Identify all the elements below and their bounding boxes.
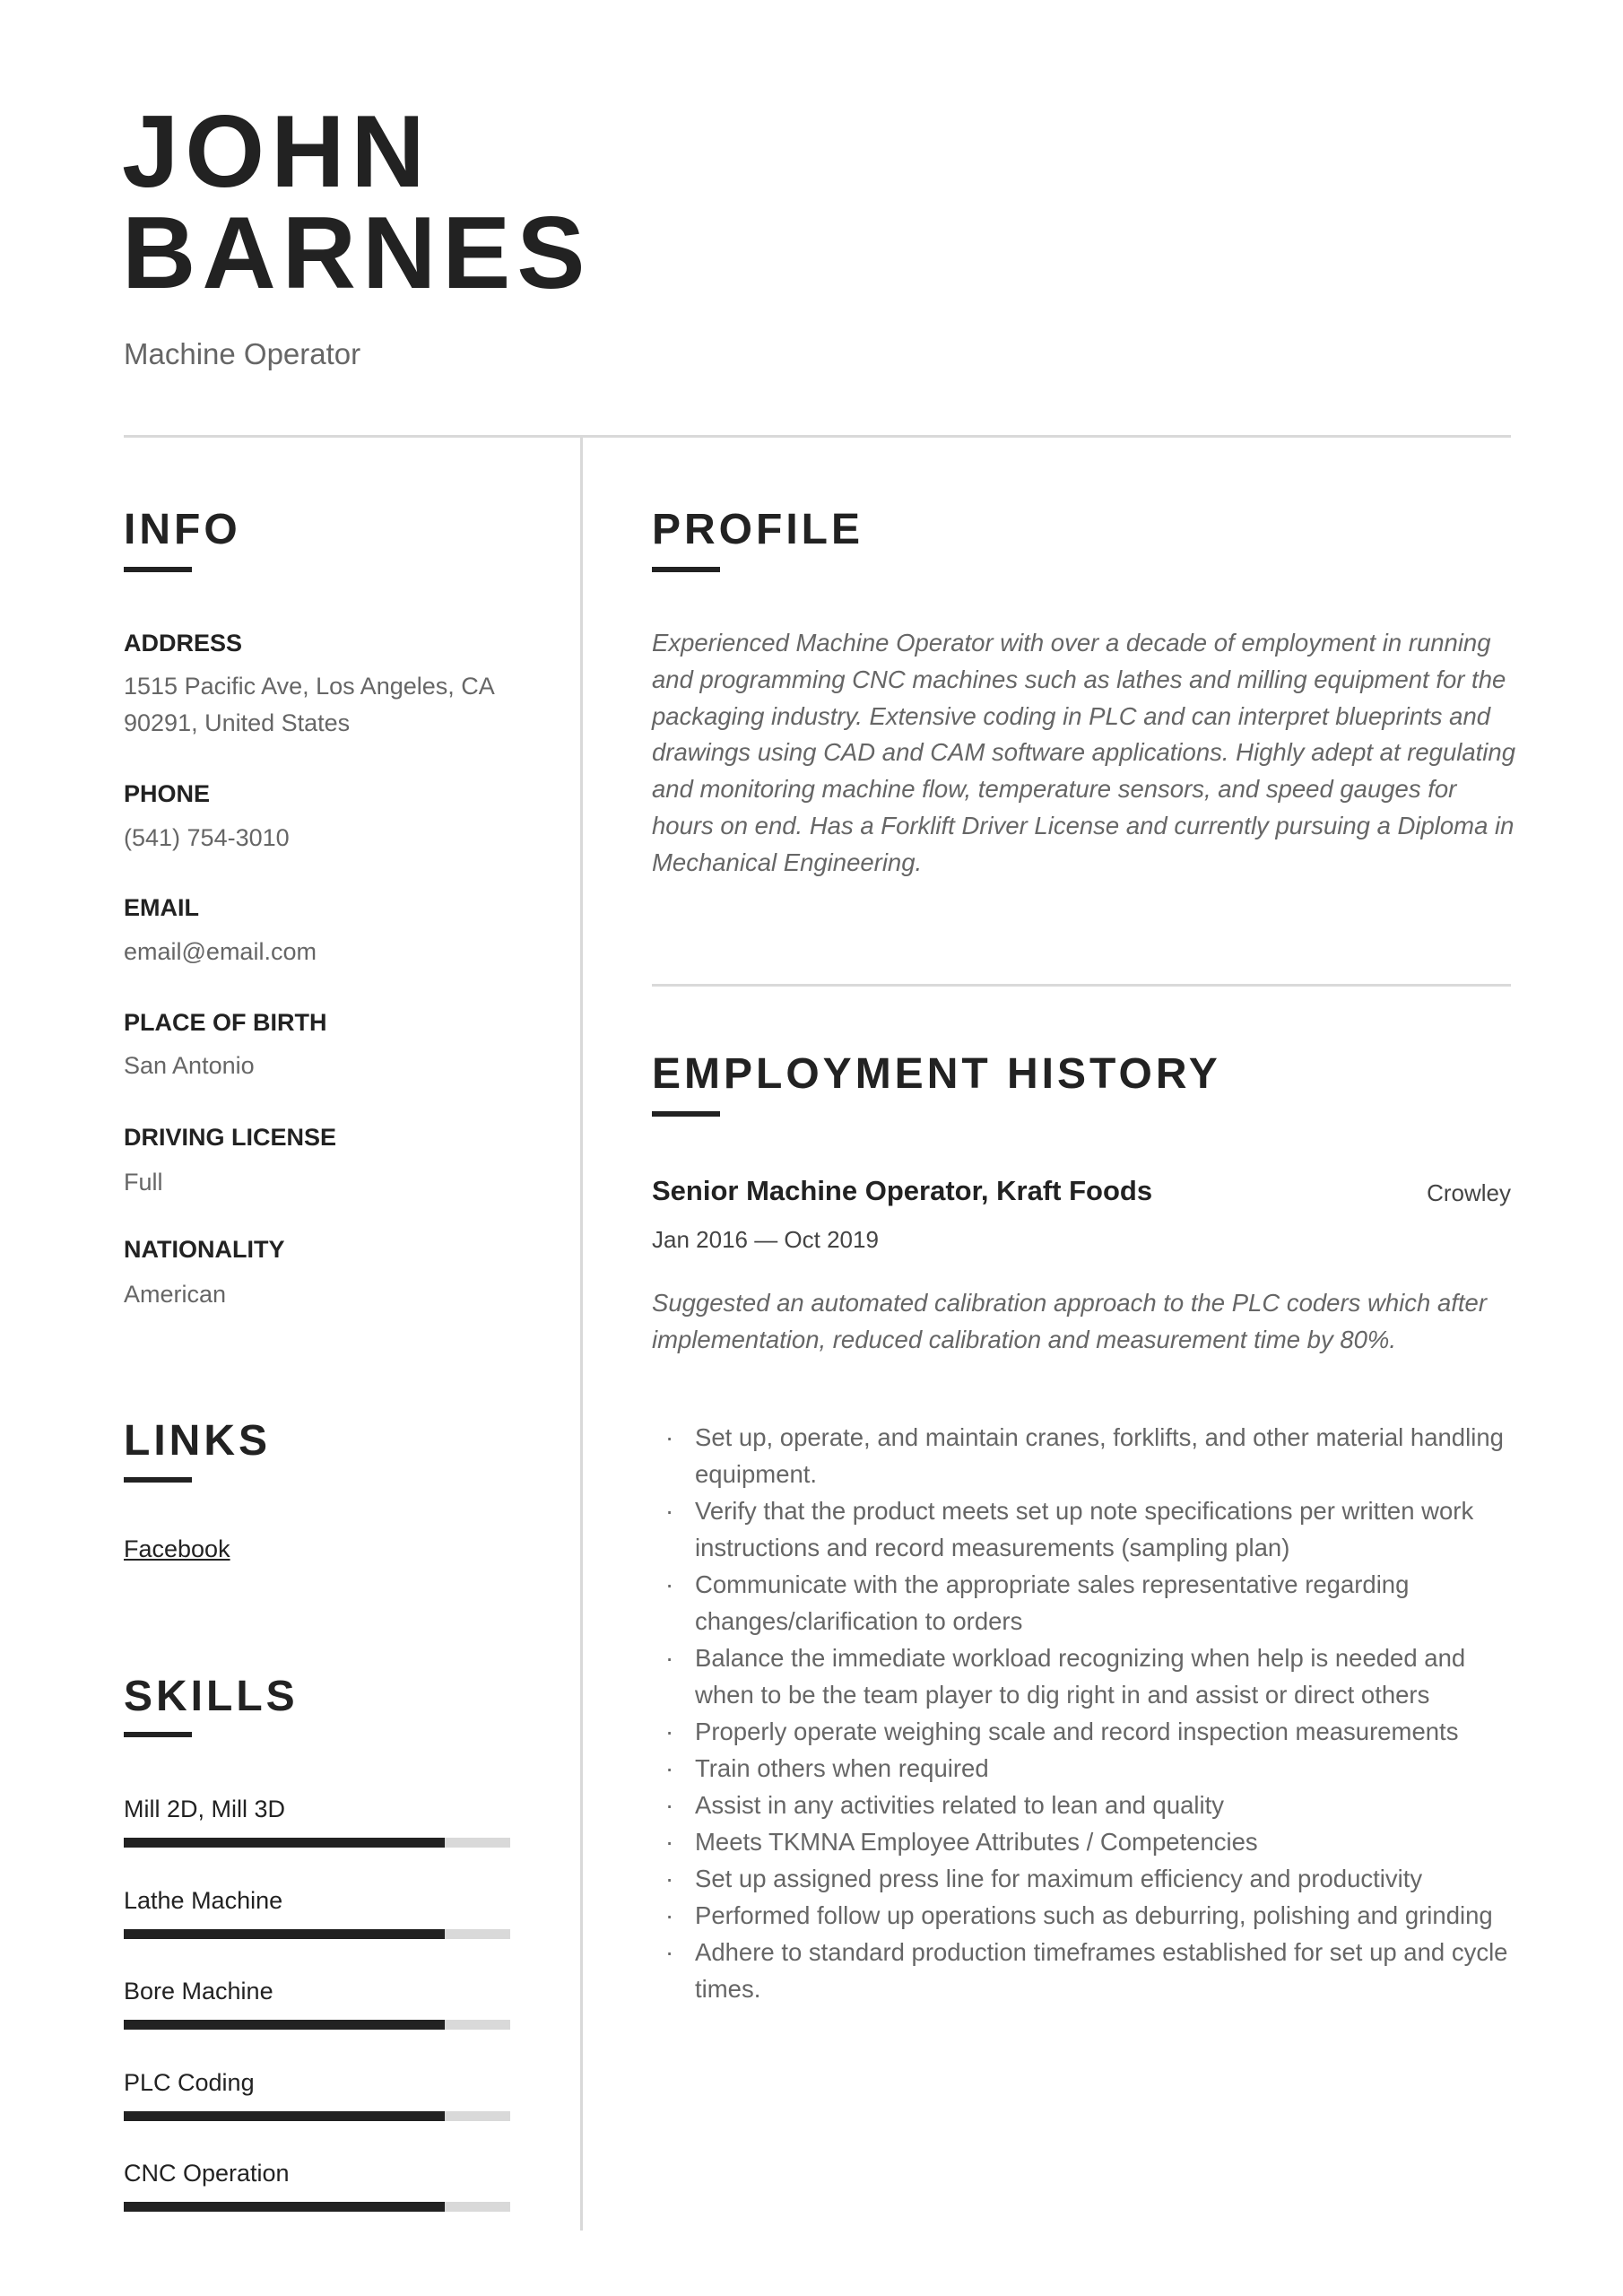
skill-level-fill [124, 1929, 445, 1939]
job-bullet-text: Assist in any activities related to lean and quality [695, 1791, 1225, 1819]
skill-level-fill [124, 2111, 445, 2121]
bullet-icon: · [665, 1718, 674, 1745]
skill-name: Bore Machine [124, 1978, 273, 2005]
job-bullet-item [665, 1860, 1517, 1897]
header-divider [124, 435, 1511, 438]
job-bullet-text: Verify that the product meets set up note specifications per written work instructions and record measurements (sampling plan) [695, 1497, 1474, 1561]
job-bullets [665, 1419, 1517, 2007]
license-value: Full [124, 1169, 163, 1196]
skill-level-bar [124, 2111, 510, 2121]
phone-label: PHONE [124, 780, 211, 807]
bullet-icon: · [665, 1828, 674, 1856]
bullet-icon: · [665, 1570, 674, 1598]
bullet-icon: · [665, 1791, 674, 1819]
bullet-icon: · [665, 1423, 674, 1451]
bullet-icon: · [665, 1938, 674, 1966]
skill-name: CNC Operation [124, 2160, 290, 2187]
profile-text: Experienced Machine Operator with over a decade of employment in running and programming CNC machines such as lathes and milling equipment for the packaging industry. Extensive coding in PLC and can interpret blueprints and drawings using CAD and CAM software applications. Highly adept at regulating and monitoring machine flow, temperature sensors, and speed gauges for hours on end. Has a Forklift Driver License and currently pursuing a Diploma in Mechanical Engineering. [652, 629, 1516, 876]
birthplace-value: San Antonio [124, 1052, 255, 1079]
profile-divider [652, 984, 1511, 987]
skill-name: Mill 2D, Mill 3D [124, 1796, 286, 1822]
last-name: BARNES [122, 196, 592, 310]
first-name: JOHN [122, 95, 431, 209]
job-bullet-item [665, 1713, 1517, 1750]
bullet-icon: · [665, 1497, 674, 1525]
skill-name: Lathe Machine [124, 1886, 283, 1914]
bullet-icon: · [665, 1644, 674, 1672]
bullet-icon: · [665, 1901, 674, 1929]
facebook-link[interactable]: Facebook [124, 1535, 230, 1562]
address-line-1: 1515 Pacific Ave, Los Angeles, CA [124, 673, 495, 700]
job-title-company: Senior Machine Operator, Kraft Foods [652, 1175, 1153, 1206]
skill-level-fill [124, 1838, 445, 1848]
links-underline [124, 1477, 192, 1483]
job-title: Machine Operator [124, 337, 361, 370]
job-bullet-item [665, 1823, 1517, 1860]
links-heading: LINKS [124, 1417, 271, 1465]
employment-heading: EMPLOYMENT HISTORY [652, 1050, 1221, 1098]
job-bullet-text: Set up assigned press line for maximum efficiency and productivity [695, 1865, 1423, 1892]
profile-heading: PROFILE [652, 506, 864, 553]
email-label: EMAIL [124, 894, 199, 921]
license-label: DRIVING LICENSE [124, 1124, 337, 1151]
job-bullet-item [665, 1492, 1517, 1566]
email-value: email@email.com [124, 938, 317, 965]
job-bullet-item [665, 1639, 1517, 1713]
nationality-label: NATIONALITY [124, 1236, 285, 1263]
skill-level-fill [124, 2020, 445, 2030]
job-bullet-text: Communicate with the appropriate sales representative regarding changes/clarification to orders [695, 1570, 1410, 1635]
profile-underline [652, 567, 720, 572]
job-location: Crowley [1427, 1179, 1511, 1206]
job-bullet-text: Properly operate weighing scale and record inspection measurements [695, 1718, 1459, 1745]
job-dates: Jan 2016 — Oct 2019 [652, 1226, 879, 1253]
job-bullet-text: Set up, operate, and maintain cranes, forklifts, and other material handling equipment. [695, 1423, 1504, 1488]
job-bullet-text: Meets TKMNA Employee Attributes / Competencies [695, 1828, 1258, 1856]
job-bullet-item [665, 1897, 1517, 1934]
info-heading: INFO [124, 506, 241, 553]
job-summary: Suggested an automated calibration approach to the PLC coders which after implementation, reduced calibration and measurement time by 80%. [652, 1289, 1487, 1353]
address-label: ADDRESS [124, 630, 243, 657]
phone-value: (541) 754-3010 [124, 824, 290, 851]
skills-underline [124, 1732, 192, 1737]
skill-level-bar [124, 1929, 510, 1939]
job-bullet-text: Train others when required [695, 1754, 989, 1782]
skills-heading: SKILLS [124, 1673, 299, 1720]
job-bullet-item [665, 1934, 1517, 2007]
bullet-icon: · [665, 1865, 674, 1892]
job-bullet-text: Performed follow up operations such as deburring, polishing and grinding [695, 1901, 1493, 1929]
employment-underline [652, 1111, 720, 1117]
skill-name: PLC Coding [124, 2068, 255, 2096]
skill-level-bar [124, 2020, 510, 2030]
birthplace-label: PLACE OF BIRTH [124, 1009, 327, 1036]
skill-level-bar [124, 2202, 510, 2212]
job-bullet-item [665, 1566, 1517, 1639]
job-bullet-text: Adhere to standard production timeframes established for set up and cycle times. [695, 1938, 1508, 2003]
bullet-icon: · [665, 1754, 674, 1782]
info-underline [124, 567, 192, 572]
job-bullet-item [665, 1787, 1517, 1823]
job-bullet-item [665, 1750, 1517, 1787]
column-divider [580, 437, 583, 2231]
address-line-2: 90291, United States [124, 709, 351, 736]
skill-level-bar [124, 1838, 510, 1848]
skill-level-fill [124, 2202, 445, 2212]
job-bullet-item [665, 1419, 1517, 1492]
job-bullet-text: Balance the immediate workload recognizing when help is needed and when to be the team player to dig right in and assist or direct others [695, 1644, 1466, 1709]
nationality-value: American [124, 1281, 227, 1308]
